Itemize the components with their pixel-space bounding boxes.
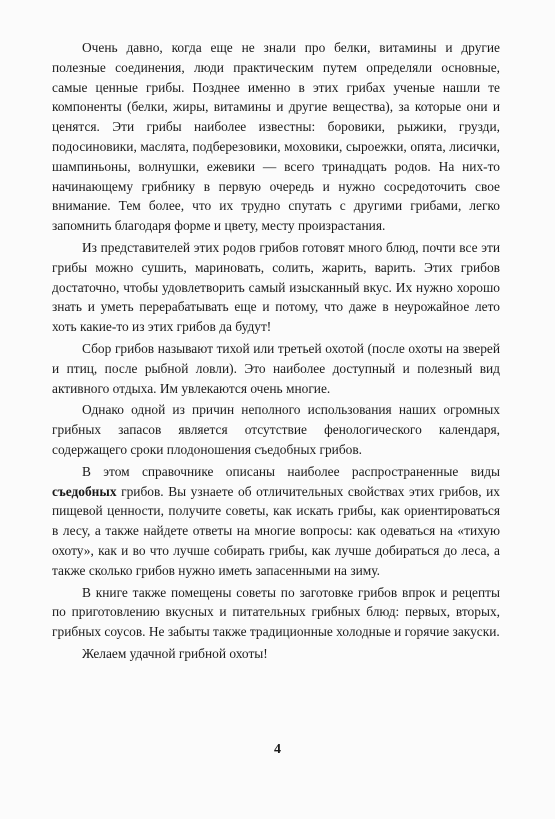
paragraph-handbook-rest: грибов. Вы узнаете об отличительных свойствах этих грибов, их пищевой ценности, получите советы, как искать грибы, как ориентироваться в лесу, а также найдете ответы на многие вопросы: как одеваться на «тихую охоту», как и во что лучше собирать грибы, как лучше добираться до леса, а также сколько грибов нужно иметь запасенными на зиму. [52, 483, 500, 578]
paragraph-handbook [52, 462, 500, 581]
paragraph-quiet-hunt: Сбор грибов называют тихой или третьей охотой (после охоты на зверей и птиц, после рыбной ловли). Это наиболее доступный и полезный вид активного отдыха. Им увлекаются очень многие. [52, 340, 500, 396]
paragraph-closing: Желаем удачной грибной охоты! [82, 645, 268, 661]
paragraph-recipes: В книге также помещены советы по заготовке грибов впрок и рецепты по приготовлению вкусных и питательных грибных блюд: первых, вторых, грибных соусов. Не забыты также традиционные холодные и горячие закуски. [52, 584, 500, 640]
paragraph-handbook-lead: В этом справочнике описаны наиболее распространенные виды [82, 463, 500, 479]
body-text [52, 38, 500, 664]
paragraph-cooking: Из представителей этих родов грибов готовят много блюд, почти все эти грибы можно сушить, мариновать, солить, жарить, варить. Этих грибов достаточно, чтобы удовлетворить самый изысканный вкус. Их нужно хорошо знать и уметь перерабатывать еще и потому, что даже в неурожайное лето хоть какие-то из этих грибов да будут! [52, 239, 500, 335]
paragraph-calendar: Однако одной из причин неполного использования наших огромных грибных запасов является отсутствие фенологического календаря, содержащего сроки плодоношения съедобных грибов. [52, 402, 500, 457]
page-number: 4 [274, 742, 281, 757]
paragraph-handbook-emphasis: съедобных [52, 483, 117, 499]
paragraph-intro: Очень давно, когда еще не знали про белки, витамины и другие полезные соединения, люди практическим путем определяли основные, самые ценные грибы. Позднее именно в этих грибах ученые нашли те компоненты (белки, жиры, витамины и другие вещества), за которые они и ценятся. Эти грибы наиболее известны: боровики, рыжики, грузди, подосиновики, маслята, подберезовики, моховики, сыроежки, опята, лисички, шампиньоны, волнушки, ежевики — всего тринадцать родов. На них-то начинающему грибнику в первую очередь и нужно сосредоточить свое внимание. Тем более, что их трудно спутать с другими грибами, легко запомнить благодаря форме и цвету, месту произрастания. [52, 40, 500, 234]
